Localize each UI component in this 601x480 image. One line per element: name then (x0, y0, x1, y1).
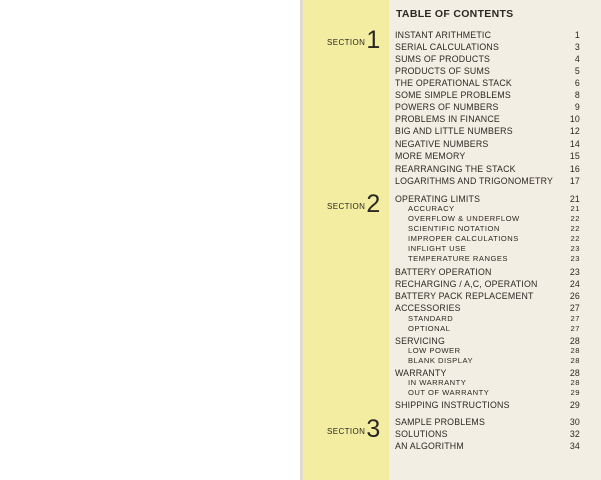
entry-page: 34 (569, 441, 580, 451)
entry-title: OUT OF WARRANTY (408, 388, 490, 397)
toc-subentry (408, 378, 580, 388)
toc-entry (395, 175, 580, 187)
toc-subentry (408, 234, 580, 244)
entry-title: RECHARGING / A,C, OPERATION (395, 279, 538, 289)
toc-entry (395, 416, 580, 428)
section-2-marker (327, 192, 380, 216)
entry-title: SHIPPING INSTRUCTIONS (395, 400, 510, 410)
toc-entry (395, 150, 580, 162)
entry-page: 3 (574, 42, 580, 52)
toc-entry (395, 440, 580, 452)
entry-title: SOLUTIONS (395, 429, 448, 439)
entry-page: 32 (569, 429, 580, 439)
entry-title: SUMS OF PRODUCTS (395, 54, 491, 64)
entry-page: 22 (570, 214, 580, 223)
entry-title: WARRANTY (395, 368, 447, 378)
toc-entry (395, 290, 580, 302)
entry-page: 15 (569, 151, 580, 161)
entry-page: 22 (570, 234, 580, 243)
entry-title: SCIENTIFIC NOTATION (408, 224, 500, 233)
entry-title: SERVICING (395, 336, 446, 346)
entry-page: 23 (570, 254, 580, 263)
entry-title: INSTANT ARITHMETIC (395, 30, 492, 40)
entry-title: BATTERY OPERATION (395, 267, 492, 277)
entry-title: SAMPLE PROBLEMS (395, 417, 486, 427)
toc-entry (395, 125, 580, 137)
entry-page: 6 (574, 78, 580, 88)
section-number: 1 (366, 26, 381, 54)
page-title: TABLE OF CONTENTS (396, 8, 514, 20)
toc-subentry (408, 356, 580, 366)
entry-page: 23 (570, 244, 580, 253)
toc-entry (395, 266, 580, 278)
entry-title: OPTIONAL (408, 324, 451, 333)
entry-page: 14 (569, 139, 580, 149)
entry-page: 27 (570, 324, 580, 333)
entry-page: 28 (569, 336, 580, 346)
entry-title: ACCURACY (408, 204, 455, 213)
entry-page: 8 (574, 90, 580, 100)
toc-entry (395, 302, 580, 314)
entry-title: BLANK DISPLAY (408, 356, 474, 365)
toc-subentry (408, 346, 580, 356)
entry-page: 30 (569, 417, 580, 427)
entry-page: 16 (569, 164, 580, 174)
entry-title: AN ALGORITHM (395, 441, 464, 451)
entry-page: 10 (569, 114, 580, 124)
section-number: 3 (366, 415, 381, 443)
entry-title: LOGARITHMS AND TRIGONOMETRY (395, 176, 554, 186)
entry-title: SOME SIMPLE PROBLEMS (395, 90, 511, 100)
toc-entry (395, 278, 580, 290)
entry-title: PRODUCTS OF SUMS (395, 66, 491, 76)
section-label: SECTION (327, 427, 366, 436)
entry-title: REARRANGING THE STACK (395, 164, 516, 174)
entry-page: 28 (569, 368, 580, 378)
toc-entry (395, 89, 580, 101)
entry-page: 28 (570, 378, 580, 387)
section-label: SECTION (327, 202, 366, 211)
entry-title: OVERFLOW & UNDERFLOW (408, 214, 520, 223)
toc-subentry (408, 244, 580, 254)
entry-page: 29 (570, 388, 580, 397)
entry-page: 27 (569, 303, 580, 313)
entry-title: BATTERY PACK REPLACEMENT (395, 291, 534, 301)
entry-title: INFLIGHT USE (408, 244, 467, 253)
entry-page: 12 (569, 126, 580, 136)
entry-page: 1 (574, 30, 580, 40)
toc-entry (395, 138, 580, 150)
entry-page: 29 (569, 400, 580, 410)
toc-subentry (408, 254, 580, 264)
toc-subentry (408, 314, 580, 324)
toc-entry (395, 53, 580, 65)
toc-entry (395, 29, 580, 41)
entry-title: THE OPERATIONAL STACK (395, 78, 512, 88)
toc-entry (395, 65, 580, 77)
section-band (303, 0, 389, 480)
entry-title: LOW POWER (408, 346, 461, 355)
toc-subentry (408, 224, 580, 234)
entry-title: PROBLEMS IN FINANCE (395, 114, 500, 124)
toc-subentry (408, 204, 580, 214)
entry-title: IN WARRANTY (408, 378, 467, 387)
entry-title: POWERS OF NUMBERS (395, 102, 499, 112)
entry-title: SERIAL CALCULATIONS (395, 42, 500, 52)
entry-title: STANDARD (408, 314, 454, 323)
entry-page: 28 (570, 356, 580, 365)
entry-page: 17 (569, 176, 580, 186)
entry-page: 23 (569, 267, 580, 277)
entry-title: NEGATIVE NUMBERS (395, 139, 489, 149)
toc-entry (395, 428, 580, 440)
entry-page: 5 (574, 66, 580, 76)
entry-page: 4 (574, 54, 580, 64)
entry-page: 28 (570, 346, 580, 355)
entry-page: 22 (570, 224, 580, 233)
toc-entry (395, 101, 580, 113)
toc-subentry (408, 388, 580, 398)
section-label: SECTION (327, 38, 366, 47)
section-3-marker (327, 417, 380, 441)
entry-page: 27 (570, 314, 580, 323)
entry-page: 9 (574, 102, 580, 112)
entry-title: OPERATING LIMITS (395, 194, 481, 204)
toc-entry (395, 41, 580, 53)
entry-title: IMPROPER CALCULATIONS (408, 234, 519, 243)
entry-title: TEMPERATURE RANGES (408, 254, 508, 263)
section-1-marker (327, 28, 380, 52)
toc-entry (395, 77, 580, 89)
entry-page: 24 (569, 279, 580, 289)
toc-subentry (408, 214, 580, 224)
toc-entry (395, 163, 580, 175)
entry-title: ACCESSORIES (395, 303, 461, 313)
toc-subentry (408, 324, 580, 334)
entry-page: 21 (570, 204, 580, 213)
entry-title: BIG AND LITTLE NUMBERS (395, 126, 513, 136)
entry-page: 26 (569, 291, 580, 301)
toc-entry (395, 113, 580, 125)
entry-page: 21 (569, 194, 580, 204)
toc-entry (395, 399, 580, 411)
section-number: 2 (366, 190, 381, 218)
entry-title: MORE MEMORY (395, 151, 466, 161)
